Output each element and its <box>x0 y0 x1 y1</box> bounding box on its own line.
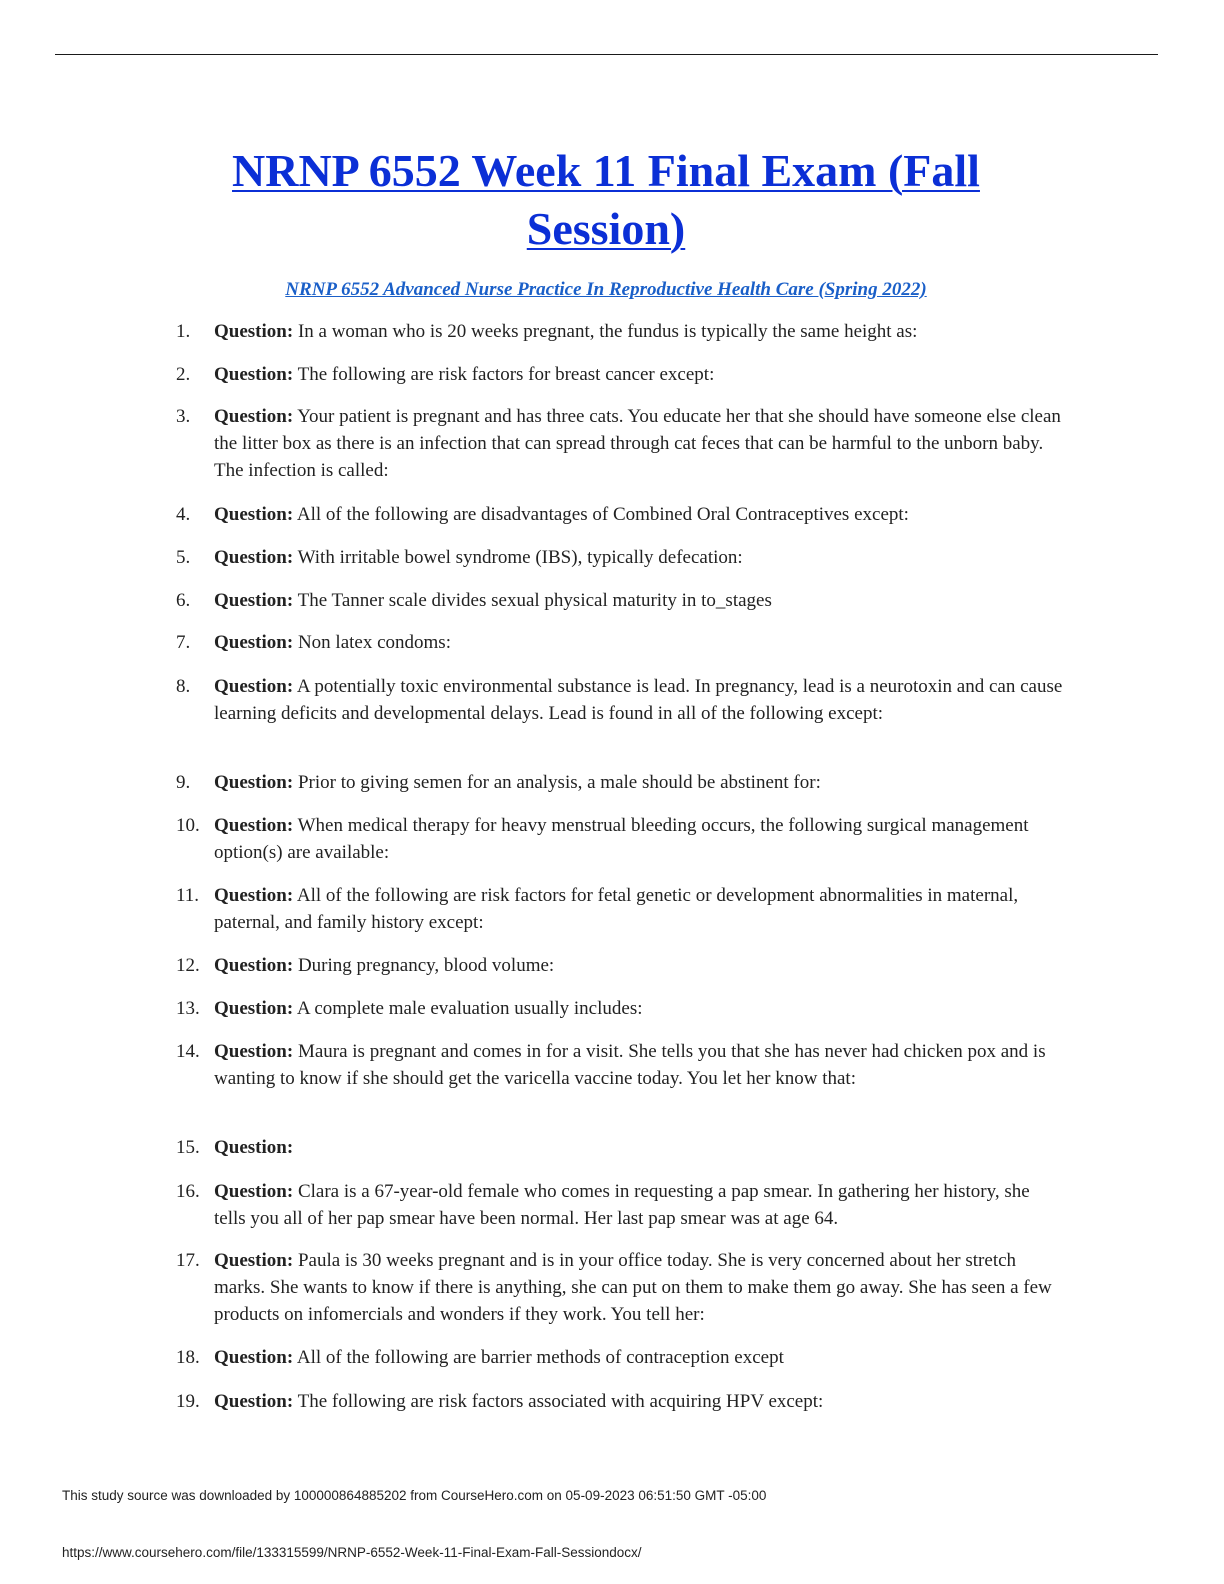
top-rule <box>55 54 1158 55</box>
question-text-block <box>214 812 1066 866</box>
question-text: When medical therapy for heavy menstrual bleeding occurs, the following surgical management option(s) are available: <box>214 815 1029 863</box>
question-label: Question: <box>214 590 294 611</box>
question-number: 16. <box>176 1181 200 1202</box>
question-number: 7. <box>176 632 191 653</box>
subtitle <box>150 278 1062 302</box>
question-text: Prior to giving semen for an analysis, a male should be abstinent for: <box>297 772 821 793</box>
source-url[interactable]: https://www.coursehero.com/file/133315599/NRNP-6552-Week-11-Final-Exam-Fall-Sessiondocx/ <box>62 1545 642 1560</box>
question-number: 17. <box>176 1250 200 1271</box>
question-text: In a woman who is 20 weeks pregnant, the fundus is typically the same height as: <box>297 321 918 342</box>
question-label: Question: <box>214 1137 294 1158</box>
question-text-block <box>214 1344 1066 1371</box>
question-text-block <box>214 1178 1066 1232</box>
question-text: The following are risk factors associated with acquiring HPV except: <box>297 1391 824 1412</box>
question-text: Your patient is pregnant and has three cats. You educate her that she should have someone else clean the litter box as there is an infection that can spread through cat feces that can be harmful to the unborn baby. The infection is called: <box>214 406 1061 481</box>
question-text: Clara is a 67-year-old female who comes in requesting a pap smear. In gathering her history, she tells you all of her pap smear have been normal. Her last pap smear was at age 64. <box>214 1181 1030 1229</box>
question-label: Question: <box>214 955 294 976</box>
question-number: 4. <box>176 504 191 525</box>
question-label: Question: <box>214 547 294 568</box>
question-text-block <box>214 587 1066 614</box>
question-label: Question: <box>214 676 294 697</box>
question-text-block <box>214 995 1066 1022</box>
question-text-block <box>214 1388 1066 1415</box>
question-text: A potentially toxic environmental substance is lead. In pregnancy, lead is a neurotoxin and can cause learning deficits and developmental delays. Lead is found in all of the following except: <box>214 676 1063 724</box>
question-text: Maura is pregnant and comes in for a visit. She tells you that she has never had chicken pox and is wanting to know if she should get the varicella vaccine today. You let her know that: <box>214 1041 1046 1089</box>
question-text: The following are risk factors for breast cancer except: <box>297 364 715 385</box>
question-label: Question: <box>214 885 294 906</box>
question-text-block <box>214 882 1066 936</box>
question-number: 5. <box>176 547 191 568</box>
question-text: Paula is 30 weeks pregnant and is in your office today. She is very concerned about her stretch marks. She wants to know if there is anything, she can put on them to make them go away. She has seen a few products on infomercials and wonders if they work. You tell her: <box>214 1250 1052 1325</box>
question-number: 6. <box>176 590 191 611</box>
question-text: A complete male evaluation usually includes: <box>296 998 643 1019</box>
question-number: 3. <box>176 406 191 427</box>
question-number: 15. <box>176 1137 200 1158</box>
page-title <box>150 142 1062 258</box>
question-text: All of the following are barrier methods of contraception except <box>296 1347 784 1368</box>
question-text-block <box>214 544 1066 571</box>
question-text-block <box>214 629 1066 656</box>
question-text-block <box>214 1038 1066 1092</box>
question-text-block <box>214 952 1066 979</box>
question-text-block <box>214 361 1066 388</box>
title-link[interactable]: NRNP 6552 Week 11 Final Exam (Fall Session) <box>232 145 980 254</box>
question-text-block <box>214 673 1066 727</box>
question-text: Non latex condoms: <box>297 632 451 653</box>
question-label: Question: <box>214 815 294 836</box>
question-text-block <box>214 501 1066 528</box>
question-text: All of the following are disadvantages of Combined Oral Contraceptives except: <box>296 504 909 525</box>
subtitle-link[interactable]: NRNP 6552 Advanced Nurse Practice In Reproductive Health Care (Spring 2022) <box>285 279 927 300</box>
question-number: 13. <box>176 998 200 1019</box>
question-text-block <box>214 1247 1066 1328</box>
question-text-block <box>214 1134 1066 1161</box>
question-label: Question: <box>214 364 294 385</box>
question-number: 18. <box>176 1347 200 1368</box>
question-number: 9. <box>176 772 191 793</box>
question-text: With irritable bowel syndrome (IBS), typically defecation: <box>297 547 743 568</box>
question-text: The Tanner scale divides sexual physical maturity in to_stages <box>297 590 772 611</box>
question-label: Question: <box>214 1391 294 1412</box>
question-label: Question: <box>214 504 294 525</box>
question-label: Question: <box>214 1181 294 1202</box>
question-text: All of the following are risk factors for fetal genetic or development abnormalities in maternal, paternal, and family history except: <box>214 885 1019 933</box>
question-label: Question: <box>214 1041 294 1062</box>
question-number: 8. <box>176 676 191 697</box>
question-label: Question: <box>214 406 294 427</box>
question-number: 19. <box>176 1391 200 1412</box>
question-number: 12. <box>176 955 200 976</box>
question-text-block <box>214 403 1066 484</box>
question-label: Question: <box>214 1347 294 1368</box>
question-number: 1. <box>176 321 191 342</box>
question-number: 14. <box>176 1041 200 1062</box>
question-text-block <box>214 769 1066 796</box>
question-number: 11. <box>176 885 200 906</box>
question-label: Question: <box>214 632 294 653</box>
question-text-block <box>214 318 1066 345</box>
question-text: During pregnancy, blood volume: <box>297 955 555 976</box>
question-number: 2. <box>176 364 191 385</box>
question-number: 10. <box>176 815 200 836</box>
download-source-note: This study source was downloaded by 100000864885202 from CourseHero.com on 05-09-2023 06:51:50 GMT -05:00 <box>62 1488 767 1503</box>
question-label: Question: <box>214 998 294 1019</box>
question-label: Question: <box>214 321 294 342</box>
question-label: Question: <box>214 772 294 793</box>
question-label: Question: <box>214 1250 294 1271</box>
